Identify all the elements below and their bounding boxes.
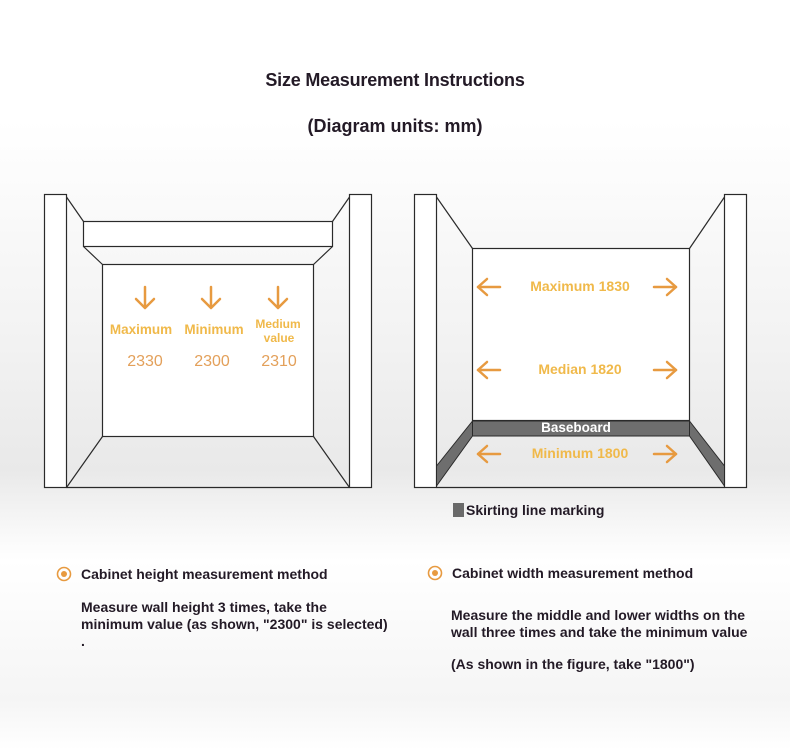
width-diagram [414,194,748,490]
height-value-minimum: 2300 [194,353,230,370]
height-label-minimum: Minimum [184,322,244,337]
right-wall-panel [725,195,747,488]
width-label-median: Median 1820 [538,361,622,377]
ceiling-beam [84,222,333,247]
right-wall-panel [350,195,372,488]
height-label-medium-line2: value [263,331,295,345]
width-method-title: Cabinet width measurement method [452,565,694,581]
right-skirting [690,421,725,486]
width-method-heading [427,565,693,581]
height-method-heading [56,566,328,582]
height-value-medium: 2310 [261,353,297,370]
height-label-medium-line1: Medium [255,317,301,331]
height-method-line1: Measure wall height 3 times, take the [81,599,327,615]
width-label-maximum: Maximum 1830 [530,278,630,294]
target-bullet-icon [56,566,72,582]
page-subtitle: (Diagram units: mm) [307,116,483,136]
left-arrow-icon [478,446,500,462]
back-wall [473,249,690,421]
height-method-description [81,599,388,650]
width-method-line2: wall three times and take the minimum value [451,624,748,640]
page-title: Size Measurement Instructions [265,70,525,90]
height-method-title: Cabinet height measurement method [81,566,328,582]
left-wall-panel [45,195,67,488]
height-label-maximum: Maximum [109,322,173,337]
height-method-line3: . [81,633,85,649]
baseboard-label: Baseboard [541,420,611,435]
width-label-minimum: Minimum 1800 [531,445,629,461]
left-skirting [437,421,473,486]
skirting-swatch [453,503,464,517]
width-method-line1: Measure the middle and lower widths on the [451,607,746,623]
right-arrow-icon [654,446,676,462]
skirting-legend-label: Skirting line marking [466,502,605,518]
height-diagram [44,194,374,490]
skirting-legend [453,502,604,518]
left-wall-panel [415,195,437,488]
width-method-note: (As shown in the figure, take "1800") [451,656,695,672]
target-bullet-icon [427,565,443,581]
back-wall [103,265,314,437]
height-value-maximum: 2330 [127,353,163,370]
width-method-description [451,607,747,641]
height-method-line2: minimum value (as shown, "2300" is selected) [81,616,388,632]
